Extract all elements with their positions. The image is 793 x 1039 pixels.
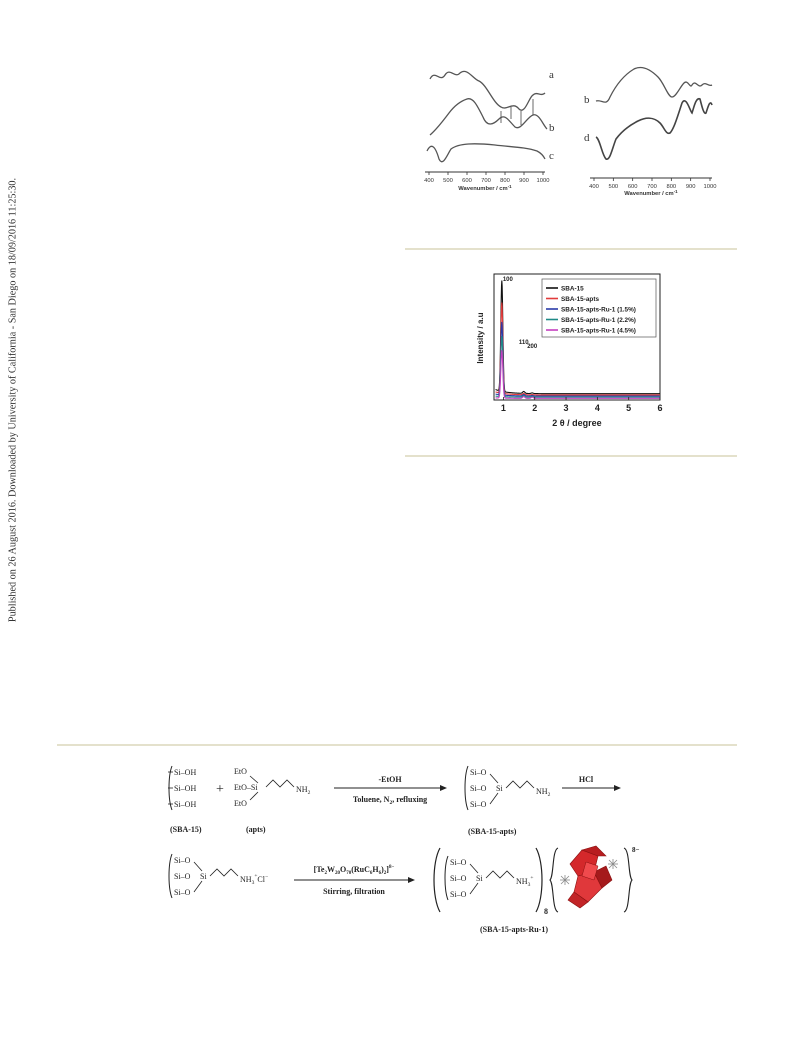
x-tick-label: 600	[462, 178, 472, 184]
bond	[194, 881, 202, 892]
outer-bracket-left	[434, 848, 440, 912]
apts-structure	[234, 767, 311, 834]
siloxane: Si–O	[470, 768, 487, 777]
bond	[470, 883, 478, 894]
xrd-chart	[470, 268, 690, 438]
ammonium: $NH_3^+$	[516, 875, 534, 888]
amine: $NH_2$	[296, 785, 311, 796]
arrow-reagent: HCl	[578, 775, 594, 784]
x-tick-label: 5	[626, 403, 632, 413]
compound-label: (SBA-15-apts)	[468, 827, 517, 836]
legend	[542, 279, 656, 337]
x-ticks	[589, 178, 716, 190]
surface-bracket	[465, 766, 468, 810]
surface-bracket	[169, 854, 172, 898]
compound-label: (SBA-15-apts-Ru-1)	[480, 925, 548, 934]
x-axis-label: Wavenumber / $cm^{-1}$	[458, 184, 512, 192]
siloxane: Si–O	[450, 874, 467, 883]
ir-curve-b	[596, 67, 712, 102]
reaction-arrow-1	[334, 775, 447, 806]
siloxane: Si–O	[174, 888, 191, 897]
arene-ligand-icon	[560, 875, 570, 885]
legend-label: SBA-15-apts	[561, 295, 599, 303]
propyl-chain	[506, 781, 534, 788]
curve-label-b: b	[549, 122, 555, 134]
curve-label-c: c	[549, 150, 554, 162]
peak-labels	[503, 277, 538, 350]
x-tick-label: 500	[608, 184, 619, 190]
sba15-apts-hcl-structure	[169, 854, 268, 898]
scheme-divider	[57, 744, 737, 746]
ammonium-chloride: $NH_3^+Cl^-$	[240, 873, 269, 886]
sba15-structure	[168, 766, 202, 834]
ethoxy: EtO	[234, 767, 247, 776]
polyoxometalate-cluster-icon	[560, 846, 618, 908]
watermark-text: Published on 26 August 2016. Downloaded by University of California - San Diego on 18/09/2016 11:25:30.	[7, 177, 19, 623]
x-tick-label: 900	[519, 178, 529, 184]
bond	[250, 792, 258, 800]
x-tick-label: 900	[685, 184, 696, 190]
x-tick-label: 500	[443, 178, 453, 184]
peak-label: 110	[518, 340, 529, 346]
anion-charge: 8−	[632, 846, 640, 854]
ir-curve-b	[430, 99, 547, 135]
arrow-reagent: -EtOH	[378, 775, 402, 784]
reaction-arrow-3	[294, 865, 415, 896]
silanol: Si–OH	[174, 784, 197, 793]
arrow-reagent: $[Te_2W_{20}O_{70}(RuC_6H_6)_2]^{8-}$	[313, 865, 395, 876]
ir-spectrum-left	[415, 55, 555, 195]
siloxane: Si–O	[470, 800, 487, 809]
y-axis-label: Intensity / a.u	[476, 312, 485, 364]
legend-label: SBA-15-apts-Ru-1 (2.2%)	[561, 316, 636, 324]
siloxane: Si–O	[174, 856, 191, 865]
curve-label-a: a	[549, 69, 554, 81]
x-tick-label: 700	[481, 178, 491, 184]
x-ticks	[501, 397, 663, 413]
synthesis-scheme	[150, 752, 650, 952]
legend-label: SBA-15	[561, 285, 584, 293]
siloxane: Si–O	[470, 784, 487, 793]
outer-bracket-right	[536, 848, 542, 912]
anion-brace-left	[550, 848, 558, 912]
curve-label-d: d	[584, 132, 590, 144]
figure-divider	[405, 455, 737, 457]
ir-curve-c	[427, 144, 545, 162]
product-structure	[434, 846, 640, 934]
bond	[194, 862, 202, 871]
x-tick-label: 700	[647, 184, 657, 190]
propyl-chain	[210, 869, 238, 876]
x-tick-label: 1000	[536, 178, 550, 184]
silanol: Si–OH	[174, 800, 197, 809]
x-tick-label: 1	[500, 403, 506, 413]
reaction-arrow-2	[562, 775, 621, 791]
publication-watermark	[0, 0, 26, 1039]
curve-label-b: b	[584, 94, 590, 106]
x-tick-label: 600	[627, 184, 638, 190]
x-tick-label: 400	[589, 184, 599, 190]
peak-label: 200	[527, 344, 538, 350]
arene-ligand-icon	[608, 859, 618, 869]
peak-label: 100	[502, 277, 513, 283]
ethoxy-silane: EtO–Si	[234, 783, 258, 792]
ethoxy: EtO	[234, 799, 247, 808]
bond	[470, 864, 478, 873]
siloxane: Si–O	[450, 890, 467, 899]
silicon: Si	[496, 784, 503, 793]
anion-brace-right	[624, 848, 632, 912]
x-tick-label: 800	[666, 184, 677, 190]
ir-curve-d	[596, 99, 712, 159]
x-tick-label: 6	[657, 403, 663, 413]
surface-bracket	[445, 856, 448, 900]
bond	[490, 793, 498, 804]
x-tick-label: 2	[532, 403, 538, 413]
silicon: Si	[476, 874, 483, 883]
series-line	[496, 350, 660, 398]
x-tick-label: 800	[500, 178, 510, 184]
siloxane: Si–O	[174, 872, 191, 881]
x-axis-label: 2 θ / degree	[552, 418, 602, 428]
compound-label: (SBA-15)	[170, 825, 202, 834]
siloxane: Si–O	[450, 858, 467, 867]
x-tick-label: 400	[424, 178, 434, 184]
sba15-apts-structure	[465, 766, 551, 836]
ir-curve-a	[430, 71, 545, 110]
amine: $NH_2$	[536, 787, 551, 798]
propyl-chain	[266, 780, 294, 787]
propyl-chain	[486, 871, 514, 878]
stoichiometry-subscript: 8	[544, 907, 548, 916]
x-tick-label: 4	[594, 403, 600, 413]
x-ticks	[424, 172, 549, 184]
silanol: Si–OH	[174, 768, 197, 777]
x-tick-label: 1000	[703, 184, 717, 190]
bond	[490, 774, 498, 783]
compound-label: (apts)	[246, 825, 266, 834]
silicon: Si	[200, 872, 207, 881]
legend-label: SBA-15-apts-Ru-1 (1.5%)	[561, 306, 636, 314]
x-axis-label: Wavenumber / $cm^{-1}$	[624, 189, 678, 197]
x-tick-label: 3	[563, 403, 569, 413]
legend-label: SBA-15-apts-Ru-1 (4.5%)	[561, 327, 636, 335]
arrow-conditions: Toluene, $N_2$, refluxing	[352, 795, 428, 806]
plus-sign: +	[216, 782, 224, 797]
ir-spectrum-right	[578, 55, 718, 195]
bond	[250, 776, 258, 783]
figure-divider	[405, 248, 737, 250]
arrow-conditions: Stirring, filtration	[323, 887, 385, 896]
